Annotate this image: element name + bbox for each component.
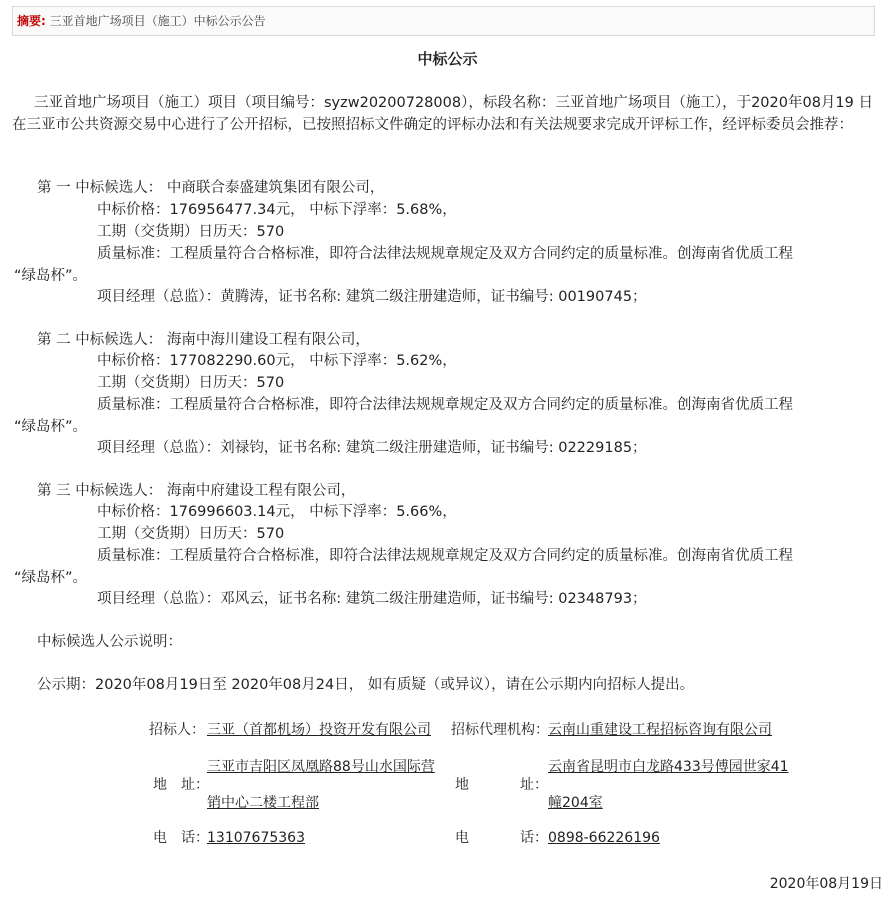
address-label-right-b: 址：	[520, 777, 548, 793]
summary-label: 摘要:	[17, 14, 46, 28]
candidate-1-name: 中商联合泰盛建筑集团有限公司，	[166, 180, 385, 196]
candidate-3-quality-tail: “绿岛杯”。	[14, 570, 88, 586]
candidate-1-quality-tail: “绿岛杯”。	[14, 268, 88, 284]
candidate-2-quality: 质量标准：工程质量符合合格标准，即符合法律法规规章规定及双方合同约定的质量标准。创海南省优质工程	[97, 397, 793, 413]
candidate-3-header: 第 三 中标候选人： 海南中府建设工程有限公司，	[37, 483, 356, 499]
candidate-2-name: 海南中海川建设工程有限公司，	[166, 332, 370, 348]
candidate-2-quality-tail: “绿岛杯”。	[14, 419, 88, 435]
candidate-1-quality: 质量标准：工程质量符合合格标准，即符合法律法规规章规定及双方合同约定的质量标准。创海南省优质工程	[97, 246, 793, 262]
address-left-line2: 销中心二楼工程部	[207, 795, 319, 811]
candidate-2-header: 第 二 中标候选人： 海南中海川建设工程有限公司，	[37, 332, 370, 348]
candidate-3-price: 中标价格：176996603.14元， 中标下浮率：5.66%，	[97, 504, 457, 520]
agency-value: 云南山重建设工程招标咨询有限公司	[548, 722, 772, 738]
address-left-line1: 三亚市吉阳区凤凰路88号山水国际营	[207, 759, 435, 775]
notice-period: 公示期：2020年08月19日至 2020年08月24日， 如有质疑（或异议），请在公示期内向招标人提出。	[37, 677, 695, 693]
summary-text: 三亚首地广场项目（施工）中标公示公告	[45, 14, 266, 28]
candidate-2-price: 中标价格：177082290.60元， 中标下浮率：5.62%，	[97, 353, 457, 369]
candidate-2-period: 工期（交货期）日历天：570	[97, 375, 285, 391]
candidate-1-period: 工期（交货期）日历天：570	[97, 224, 285, 240]
candidate-3-name: 海南中府建设工程有限公司，	[166, 483, 356, 499]
candidate-2-manager: 项目经理（总监）：刘禄钧，证书名称: 建筑二级注册建造师，证书编号: 02229185；	[97, 440, 647, 456]
candidate-3-quality: 质量标准：工程质量符合合格标准，即符合法律法规规章规定及双方合同约定的质量标准。创海南省优质工程	[97, 548, 793, 564]
candidate-3-period: 工期（交货期）日历天：570	[97, 526, 285, 542]
agency-label: 招标代理机构：	[451, 722, 549, 738]
phone-label-right-a: 电	[455, 830, 469, 846]
tenderer-value: 三亚（首都机场）投资开发有限公司	[207, 722, 431, 738]
candidate-1-price: 中标价格：176956477.34元， 中标下浮率：5.68%，	[97, 202, 457, 218]
tenderer-label: 招标人：	[149, 722, 205, 738]
summary-box	[12, 6, 875, 36]
candidate-3-manager: 项目经理（总监）：邓风云，证书名称: 建筑二级注册建造师，证书编号: 02348793；	[97, 591, 647, 607]
phone-label-right-b: 话：	[520, 830, 548, 846]
page-title: 中标公示	[417, 50, 478, 68]
phone-left: 13107675363	[207, 830, 305, 846]
address-right-line1: 云南省昆明市白龙路433号傅园世家41	[548, 759, 789, 775]
candidate-1-manager: 项目经理（总监）：黄腾涛，证书名称: 建筑二级注册建造师，证书编号: 00190745；	[97, 289, 647, 305]
document-date: 2020年08月19日	[769, 876, 883, 892]
address-label-right-a: 地	[455, 777, 469, 793]
address-right-line2: 幢204室	[548, 795, 603, 811]
address-label-left: 地 址：	[153, 777, 209, 793]
phone-right: 0898-66226196	[548, 830, 660, 846]
phone-label-left: 电 话：	[153, 830, 209, 846]
intro-paragraph: 三亚首地广场项目（施工）项目（项目编号：syzw20200728008），标段名称：三亚首地广场项目（施工），于2020年08月19 日在三亚市公共资源交易中心进行了公开招标，已按照招标文件确定的评标办法和有关法规要求完成开评标工作，经评标委员会推荐：	[12, 95, 873, 133]
notice-title: 中标候选人公示说明：	[37, 634, 182, 650]
candidate-1-header: 第 一 中标候选人： 中商联合泰盛建筑集团有限公司，	[37, 180, 385, 196]
